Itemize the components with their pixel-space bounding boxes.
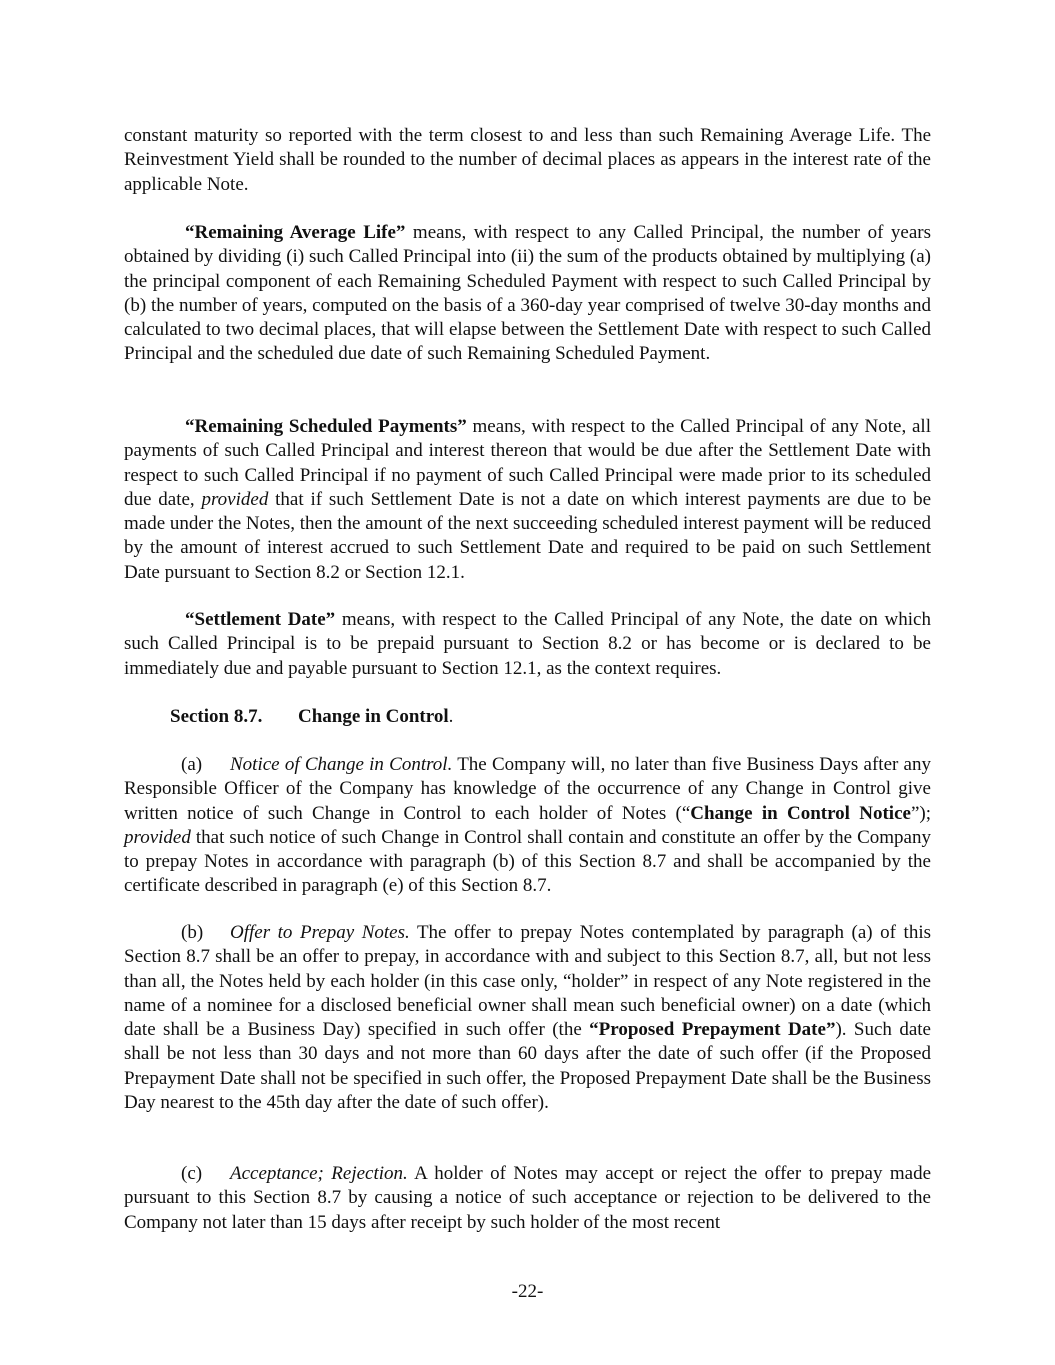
section-heading	[170, 705, 453, 729]
subsection-title: Offer to Prepay Notes.	[230, 922, 410, 943]
subsection-text: The offer to prepay Notes contemplated by paragraph (a) of this Section 8.7 shall be an offer to prepay, in accordance with and subject to this Section 8.7, all, but not less than all, the Notes held by each holder (in this case only, “holder” in respect of any Note registered in the name of a nominee for a disclosed beneficial owner shall mean such beneficial owner) on a date (which date shall be a Business Day) specified in such offer (the	[124, 922, 932, 1041]
subsection-c	[124, 1162, 931, 1235]
section-period: .	[448, 706, 454, 727]
subsection-text: A holder of Notes may accept or reject the offer to prepay made pursuant to this Section 8.7 by causing a notice of such acceptance or rejection to be delivered to the Company not later than 15 days after receipt by such holder of the most recent	[124, 1163, 932, 1233]
page-number: -22-	[511, 1281, 544, 1302]
definition-remaining-average-life	[124, 221, 931, 367]
paragraph-text: constant maturity so reported with the term closest to and less than such Remaining Average Life. The Reinvestment Yield shall be rounded to the number of decimal places as appears in the interest rate of the applicable Note.	[124, 125, 931, 195]
provided-italic: provided	[124, 826, 191, 848]
subsection-title: Acceptance; Rejection.	[230, 1163, 408, 1184]
subsection-text: that such notice of such Change in Control shall contain and constitute an offer by the Company to prepay Notes in accordance with paragraph (b) of this Section 8.7 and shall be accompanied by the certificate described in paragraph (e) of this Section 8.7.	[124, 826, 931, 897]
definition-settlement-date	[124, 608, 931, 681]
section-number: Section 8.7.	[170, 706, 263, 727]
definition-text: means, with respect to the Called Principal of any Note, all payments of such Called Principal and interest thereon that would be due after the Settlement Date with respect to such Called Principal if no payment of such Called Principal were made prior to its scheduled due date,	[124, 416, 931, 510]
subsection-label: (b)	[181, 922, 204, 943]
provided-italic: provided	[201, 488, 269, 510]
defined-term: “Proposed Prepayment Date”	[589, 1019, 836, 1041]
definition-text: means, with respect to any Called Principal, the number of years obtained by dividing (i) such Called Principal into (ii) the sum of the products obtained by multiplying (a) the principal component of each Remaining Scheduled Payment with respect to such Called Principal by (b) the number of years, computed on the basis of a 360-day year comprised of twelve 30-day months and calculated to two decimal places, that will elapse between the Settlement Date with respect to such Called Principal and the scheduled due date of such Remaining Scheduled Payment.	[124, 222, 931, 365]
paragraph-reinvestment-yield-continued	[124, 124, 931, 197]
subsection-b	[124, 921, 931, 1115]
section-title: Change in Control	[298, 706, 449, 727]
defined-term: “Remaining Average Life”	[185, 222, 406, 243]
definition-text: means, with respect to the Called Principal of any Note, the date on which such Called Principal is to be prepaid pursuant to Section 8.2 or has become or is declared to be immediately due and payable pursuant to Section 12.1, as the context requires.	[124, 609, 931, 679]
subsection-label: (a)	[181, 754, 203, 775]
subsection-label: (c)	[181, 1163, 203, 1184]
defined-term: “Remaining Scheduled Payments”	[185, 416, 467, 437]
definition-text: that if such Settlement Date is not a date on which interest payments are due to be made under the Notes, then the amount of the next succeeding scheduled interest payment will be reduced by the amount of interest accrued to such Settlement Date and required to be paid on such Settlement Date pursuant to Section 8.2 or Section 12.1.	[124, 488, 931, 583]
subsection-text: The Company will, no later than five Business Days after any Responsible Officer of the Company has knowledge of the occurrence of any Change in Control give written notice of such Change in Control to each holder of Notes (“	[124, 754, 931, 824]
subsection-text: ). Such date shall be not less than 30 days and not more than 60 days after the date of such offer (if the Proposed Prepayment Date shall not be specified in such offer, the Proposed Prepayment Date shall be the Business Day nearest to the 45th day after the date of such offer).	[124, 1019, 931, 1114]
subsection-title: Notice of Change in Control.	[230, 754, 453, 775]
subsection-text: ”);	[910, 802, 931, 824]
subsection-a	[124, 753, 931, 899]
defined-term: “Settlement Date”	[185, 609, 336, 630]
definition-remaining-scheduled-payments	[124, 415, 931, 585]
defined-term: Change in Control Notice	[690, 802, 911, 824]
